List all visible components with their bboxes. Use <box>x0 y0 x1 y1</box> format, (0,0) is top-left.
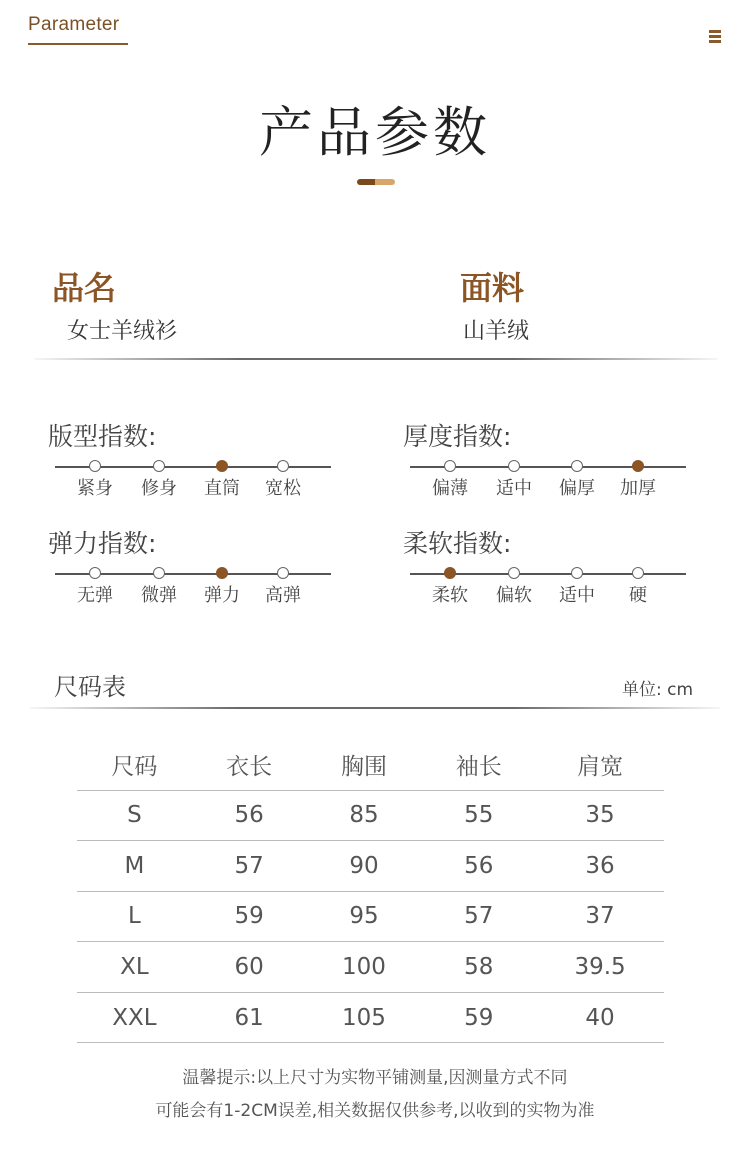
scale-dot-selected <box>216 460 228 472</box>
table-row <box>77 841 664 892</box>
table-cell: 40 <box>536 992 664 1043</box>
table-cell: 55 <box>421 790 536 841</box>
scale-dot <box>508 460 520 472</box>
table-cell: 57 <box>421 891 536 942</box>
scale-dot <box>508 567 520 579</box>
title-decoration <box>357 179 395 185</box>
table-cell: 56 <box>192 790 307 841</box>
table-cell: M <box>77 841 192 892</box>
scale-option-label: 柔软 <box>432 585 468 606</box>
scale-option-label: 无弹 <box>77 585 113 606</box>
scale-dot <box>571 460 583 472</box>
size-chart-title: 尺码表 <box>54 673 126 701</box>
size-table-header-cell: 衣长 <box>192 740 307 790</box>
scale-dot-selected <box>632 460 644 472</box>
scale-option-label: 宽松 <box>265 478 301 499</box>
table-cell: 61 <box>192 992 307 1043</box>
scale-dot <box>571 567 583 579</box>
scale-dot-selected <box>216 567 228 579</box>
table-row <box>77 891 664 942</box>
scale-dot <box>153 567 165 579</box>
scale-dot <box>277 460 289 472</box>
table-cell: 39.5 <box>536 942 664 993</box>
table-row <box>77 942 664 993</box>
scale-option-label: 紧身 <box>77 478 113 499</box>
table-cell: 60 <box>192 942 307 993</box>
thickness-index-scale <box>410 460 686 510</box>
elasticity-index-title: 弹力指数: <box>48 529 157 558</box>
scale-option-label: 弹力 <box>204 585 240 606</box>
size-table-header-cell: 袖长 <box>421 740 536 790</box>
size-chart-divider <box>30 707 720 709</box>
size-table <box>77 740 664 1043</box>
menu-icon[interactable] <box>709 30 721 44</box>
table-cell: 57 <box>192 841 307 892</box>
scale-dot <box>444 460 456 472</box>
scale-dot <box>153 460 165 472</box>
note-line-1: 温馨提示:以上尺寸为实物平铺测量,因测量方式不同 <box>182 1068 568 1088</box>
table-cell: XXL <box>77 992 192 1043</box>
fabric-label: 面料 <box>460 269 525 307</box>
scale-dot-selected <box>444 567 456 579</box>
table-cell: 36 <box>536 841 664 892</box>
scale-option-label: 偏厚 <box>559 478 595 499</box>
scale-dot <box>632 567 644 579</box>
scale-option-label: 修身 <box>141 478 177 499</box>
scale-option-label: 微弹 <box>141 585 177 606</box>
table-cell: 105 <box>307 992 422 1043</box>
table-cell: 56 <box>421 841 536 892</box>
table-row <box>77 790 664 841</box>
scale-dot <box>277 567 289 579</box>
scale-option-label: 适中 <box>559 585 595 606</box>
scale-option-label: 高弹 <box>265 585 301 606</box>
size-table-header-cell: 胸围 <box>307 740 422 790</box>
size-table-header-cell: 肩宽 <box>536 740 664 790</box>
table-row <box>77 992 664 1043</box>
table-cell: 90 <box>307 841 422 892</box>
page-title: 产品参数 <box>259 101 491 164</box>
size-table-header-cell: 尺码 <box>77 740 192 790</box>
size-table-header <box>77 740 664 790</box>
fit-index-title: 版型指数: <box>48 422 157 451</box>
scale-option-label: 加厚 <box>620 478 656 499</box>
elasticity-index-scale <box>55 567 331 617</box>
table-cell: 100 <box>307 942 422 993</box>
scale-option-label: 适中 <box>496 478 532 499</box>
scale-option-label: 偏软 <box>496 585 532 606</box>
scale-option-label: 偏薄 <box>432 478 468 499</box>
table-cell: 59 <box>421 992 536 1043</box>
thickness-index-title: 厚度指数: <box>403 422 512 451</box>
table-cell: L <box>77 891 192 942</box>
softness-index-scale <box>410 567 686 617</box>
table-cell: 85 <box>307 790 422 841</box>
fabric-value: 山羊绒 <box>463 319 530 344</box>
tag-underline <box>28 43 128 45</box>
product-name-value: 女士羊绒衫 <box>67 319 178 344</box>
fit-index-scale <box>55 460 331 510</box>
scale-dot <box>89 567 101 579</box>
table-cell: 35 <box>536 790 664 841</box>
table-cell: 95 <box>307 891 422 942</box>
softness-index-title: 柔软指数: <box>403 529 512 558</box>
table-cell: XL <box>77 942 192 993</box>
table-cell: 37 <box>536 891 664 942</box>
table-cell: 58 <box>421 942 536 993</box>
scale-option-label: 硬 <box>629 585 647 606</box>
product-name-label: 品名 <box>52 269 117 307</box>
parameter-tag: Parameter <box>28 14 120 35</box>
size-chart-unit: 单位: cm <box>622 680 694 700</box>
scale-dot <box>89 460 101 472</box>
scale-option-label: 直筒 <box>204 478 240 499</box>
section-divider <box>34 358 718 360</box>
note-line-2: 可能会有1-2CM误差,相关数据仅供参考,以收到的实物为准 <box>155 1101 595 1121</box>
table-cell: 59 <box>192 891 307 942</box>
table-cell: S <box>77 790 192 841</box>
